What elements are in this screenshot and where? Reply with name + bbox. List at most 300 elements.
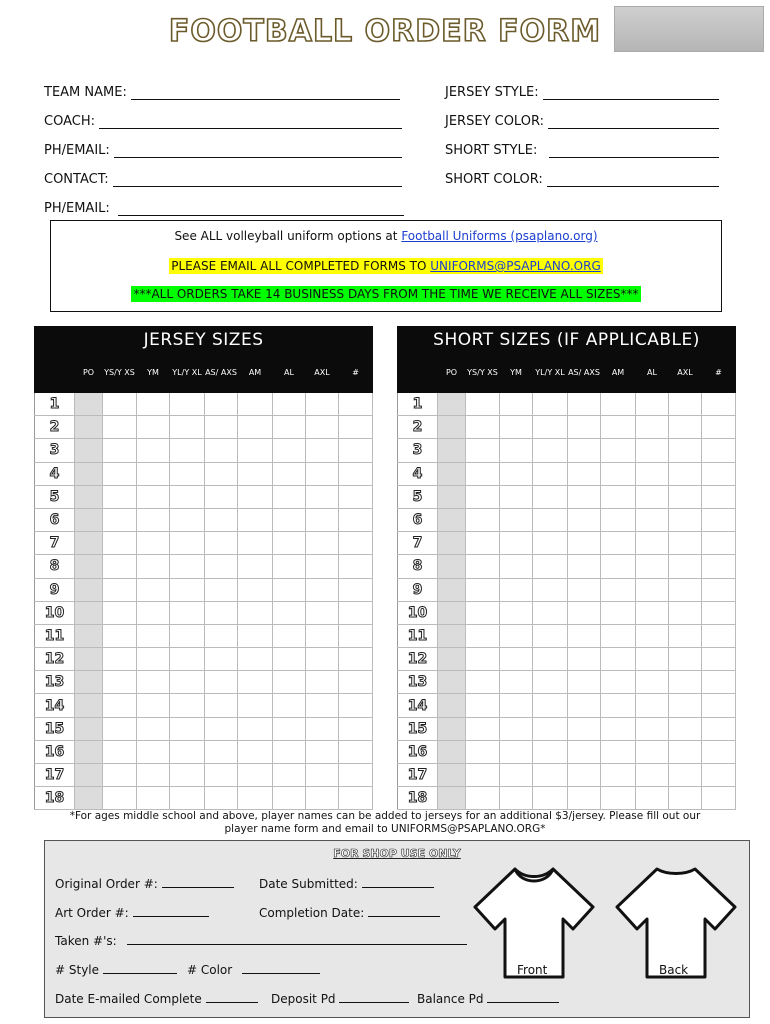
size-cell[interactable] xyxy=(500,508,533,531)
size-cell[interactable] xyxy=(669,601,702,624)
size-cell[interactable] xyxy=(601,462,636,485)
size-cell[interactable] xyxy=(205,764,238,787)
size-cell[interactable] xyxy=(170,787,205,810)
size-cell[interactable] xyxy=(306,740,339,763)
size-cell[interactable] xyxy=(137,393,170,416)
size-cell[interactable] xyxy=(601,648,636,671)
size-cell[interactable] xyxy=(438,508,466,531)
size-cell[interactable] xyxy=(103,578,137,601)
size-cell[interactable] xyxy=(273,555,306,578)
size-cell[interactable] xyxy=(466,648,500,671)
color-count-field[interactable] xyxy=(187,963,320,977)
email-link[interactable]: UNIFORMS@PSAPLANO.ORG xyxy=(430,259,601,273)
size-cell[interactable] xyxy=(170,740,205,763)
size-cell[interactable] xyxy=(339,648,373,671)
size-cell[interactable] xyxy=(273,578,306,601)
completion-date-field[interactable] xyxy=(259,906,440,920)
size-cell[interactable] xyxy=(636,555,669,578)
size-cell[interactable] xyxy=(636,508,669,531)
size-cell[interactable] xyxy=(702,532,736,555)
size-cell[interactable] xyxy=(238,764,273,787)
size-cell[interactable] xyxy=(238,439,273,462)
size-cell[interactable] xyxy=(636,416,669,439)
size-cell[interactable] xyxy=(438,485,466,508)
size-cell[interactable] xyxy=(568,508,601,531)
size-cell[interactable] xyxy=(306,462,339,485)
size-cell[interactable] xyxy=(205,717,238,740)
size-cell[interactable] xyxy=(669,508,702,531)
size-cell[interactable] xyxy=(568,740,601,763)
size-cell[interactable] xyxy=(636,694,669,717)
size-cell[interactable] xyxy=(669,624,702,647)
size-cell[interactable] xyxy=(438,578,466,601)
size-cell[interactable] xyxy=(438,671,466,694)
size-cell[interactable] xyxy=(702,764,736,787)
size-cell[interactable] xyxy=(636,787,669,810)
size-cell[interactable] xyxy=(170,694,205,717)
size-cell[interactable] xyxy=(170,508,205,531)
size-cell[interactable] xyxy=(636,764,669,787)
size-cell[interactable] xyxy=(306,601,339,624)
size-cell[interactable] xyxy=(339,740,373,763)
size-cell[interactable] xyxy=(601,532,636,555)
size-cell[interactable] xyxy=(533,508,568,531)
size-cell[interactable] xyxy=(533,439,568,462)
art-order-field[interactable] xyxy=(55,906,209,920)
size-cell[interactable] xyxy=(438,416,466,439)
size-cell[interactable] xyxy=(500,717,533,740)
size-cell[interactable] xyxy=(273,416,306,439)
original-order-field[interactable] xyxy=(55,877,234,891)
size-cell[interactable] xyxy=(137,764,170,787)
size-cell[interactable] xyxy=(137,439,170,462)
size-cell[interactable] xyxy=(339,508,373,531)
size-cell[interactable] xyxy=(500,485,533,508)
size-cell[interactable] xyxy=(103,694,137,717)
size-cell[interactable] xyxy=(636,578,669,601)
size-cell[interactable] xyxy=(137,578,170,601)
size-cell[interactable] xyxy=(438,694,466,717)
size-cell[interactable] xyxy=(500,740,533,763)
size-cell[interactable] xyxy=(75,787,103,810)
size-cell[interactable] xyxy=(273,717,306,740)
size-cell[interactable] xyxy=(205,787,238,810)
size-cell[interactable] xyxy=(466,764,500,787)
size-cell[interactable] xyxy=(273,439,306,462)
size-cell[interactable] xyxy=(438,648,466,671)
size-cell[interactable] xyxy=(568,764,601,787)
size-cell[interactable] xyxy=(103,601,137,624)
size-cell[interactable] xyxy=(170,671,205,694)
size-cell[interactable] xyxy=(306,717,339,740)
size-cell[interactable] xyxy=(438,393,466,416)
size-cell[interactable] xyxy=(636,648,669,671)
size-cell[interactable] xyxy=(273,671,306,694)
size-cell[interactable] xyxy=(205,532,238,555)
size-cell[interactable] xyxy=(339,671,373,694)
size-cell[interactable] xyxy=(702,485,736,508)
size-cell[interactable] xyxy=(466,787,500,810)
size-cell[interactable] xyxy=(238,555,273,578)
size-cell[interactable] xyxy=(339,555,373,578)
size-cell[interactable] xyxy=(273,393,306,416)
uniforms-link[interactable]: Football Uniforms (psaplano.org) xyxy=(401,229,598,243)
size-cell[interactable] xyxy=(205,740,238,763)
size-cell[interactable] xyxy=(636,485,669,508)
size-cell[interactable] xyxy=(533,416,568,439)
size-cell[interactable] xyxy=(500,601,533,624)
size-cell[interactable] xyxy=(205,624,238,647)
size-cell[interactable] xyxy=(339,416,373,439)
size-cell[interactable] xyxy=(75,508,103,531)
size-cell[interactable] xyxy=(170,578,205,601)
size-cell[interactable] xyxy=(103,439,137,462)
size-cell[interactable] xyxy=(137,624,170,647)
size-cell[interactable] xyxy=(238,508,273,531)
size-cell[interactable] xyxy=(205,601,238,624)
size-cell[interactable] xyxy=(466,717,500,740)
size-cell[interactable] xyxy=(339,532,373,555)
size-cell[interactable] xyxy=(75,694,103,717)
size-cell[interactable] xyxy=(137,694,170,717)
size-cell[interactable] xyxy=(170,764,205,787)
size-cell[interactable] xyxy=(103,508,137,531)
size-cell[interactable] xyxy=(306,508,339,531)
size-cell[interactable] xyxy=(103,671,137,694)
size-cell[interactable] xyxy=(568,439,601,462)
size-cell[interactable] xyxy=(339,694,373,717)
size-cell[interactable] xyxy=(568,717,601,740)
size-cell[interactable] xyxy=(702,717,736,740)
size-cell[interactable] xyxy=(75,555,103,578)
size-cell[interactable] xyxy=(533,485,568,508)
size-cell[interactable] xyxy=(339,717,373,740)
size-cell[interactable] xyxy=(466,740,500,763)
size-cell[interactable] xyxy=(103,485,137,508)
coach-field[interactable] xyxy=(44,109,402,129)
size-cell[interactable] xyxy=(568,694,601,717)
size-cell[interactable] xyxy=(533,740,568,763)
size-cell[interactable] xyxy=(533,601,568,624)
size-cell[interactable] xyxy=(669,485,702,508)
size-cell[interactable] xyxy=(568,485,601,508)
size-cell[interactable] xyxy=(339,764,373,787)
size-cell[interactable] xyxy=(238,717,273,740)
size-cell[interactable] xyxy=(669,578,702,601)
size-cell[interactable] xyxy=(205,439,238,462)
size-cell[interactable] xyxy=(306,694,339,717)
size-cell[interactable] xyxy=(500,671,533,694)
size-cell[interactable] xyxy=(601,578,636,601)
contact-field[interactable] xyxy=(44,167,402,187)
size-cell[interactable] xyxy=(438,601,466,624)
size-cell[interactable] xyxy=(103,740,137,763)
size-cell[interactable] xyxy=(702,416,736,439)
size-cell[interactable] xyxy=(669,740,702,763)
size-cell[interactable] xyxy=(273,764,306,787)
size-cell[interactable] xyxy=(170,555,205,578)
size-cell[interactable] xyxy=(601,764,636,787)
size-cell[interactable] xyxy=(568,393,601,416)
size-cell[interactable] xyxy=(636,393,669,416)
size-cell[interactable] xyxy=(466,416,500,439)
size-cell[interactable] xyxy=(669,393,702,416)
size-cell[interactable] xyxy=(170,648,205,671)
size-cell[interactable] xyxy=(466,601,500,624)
size-cell[interactable] xyxy=(75,416,103,439)
size-cell[interactable] xyxy=(702,740,736,763)
size-cell[interactable] xyxy=(500,439,533,462)
size-cell[interactable] xyxy=(669,555,702,578)
size-cell[interactable] xyxy=(500,694,533,717)
size-cell[interactable] xyxy=(170,532,205,555)
size-cell[interactable] xyxy=(205,578,238,601)
size-cell[interactable] xyxy=(306,671,339,694)
size-cell[interactable] xyxy=(438,439,466,462)
size-cell[interactable] xyxy=(273,601,306,624)
size-cell[interactable] xyxy=(438,555,466,578)
size-cell[interactable] xyxy=(669,416,702,439)
size-cell[interactable] xyxy=(75,740,103,763)
size-cell[interactable] xyxy=(500,764,533,787)
size-cell[interactable] xyxy=(137,740,170,763)
size-cell[interactable] xyxy=(170,416,205,439)
size-cell[interactable] xyxy=(238,601,273,624)
size-cell[interactable] xyxy=(636,717,669,740)
size-cell[interactable] xyxy=(669,787,702,810)
size-cell[interactable] xyxy=(438,740,466,763)
size-cell[interactable] xyxy=(273,485,306,508)
size-cell[interactable] xyxy=(306,787,339,810)
size-cell[interactable] xyxy=(702,671,736,694)
balance-field[interactable] xyxy=(417,992,559,1006)
size-cell[interactable] xyxy=(339,787,373,810)
style-count-field[interactable] xyxy=(55,963,177,977)
size-cell[interactable] xyxy=(238,462,273,485)
size-cell[interactable] xyxy=(170,393,205,416)
size-cell[interactable] xyxy=(466,462,500,485)
size-cell[interactable] xyxy=(238,740,273,763)
size-cell[interactable] xyxy=(273,508,306,531)
size-cell[interactable] xyxy=(339,393,373,416)
size-cell[interactable] xyxy=(500,416,533,439)
size-cell[interactable] xyxy=(306,624,339,647)
size-cell[interactable] xyxy=(273,740,306,763)
size-cell[interactable] xyxy=(466,508,500,531)
size-cell[interactable] xyxy=(75,485,103,508)
size-cell[interactable] xyxy=(466,393,500,416)
size-cell[interactable] xyxy=(339,485,373,508)
size-cell[interactable] xyxy=(306,764,339,787)
size-cell[interactable] xyxy=(238,578,273,601)
size-cell[interactable] xyxy=(601,787,636,810)
size-cell[interactable] xyxy=(702,694,736,717)
size-cell[interactable] xyxy=(568,462,601,485)
size-cell[interactable] xyxy=(669,439,702,462)
contact-email-field[interactable] xyxy=(44,196,404,216)
size-cell[interactable] xyxy=(601,393,636,416)
size-cell[interactable] xyxy=(601,717,636,740)
size-cell[interactable] xyxy=(103,555,137,578)
size-cell[interactable] xyxy=(500,787,533,810)
size-cell[interactable] xyxy=(568,601,601,624)
size-cell[interactable] xyxy=(636,532,669,555)
size-cell[interactable] xyxy=(601,555,636,578)
size-cell[interactable] xyxy=(533,648,568,671)
size-cell[interactable] xyxy=(438,787,466,810)
size-cell[interactable] xyxy=(601,439,636,462)
size-cell[interactable] xyxy=(669,694,702,717)
taken-numbers-field[interactable] xyxy=(55,934,467,948)
size-cell[interactable] xyxy=(137,416,170,439)
coach-email-field[interactable] xyxy=(44,138,402,158)
size-cell[interactable] xyxy=(500,578,533,601)
size-cell[interactable] xyxy=(568,555,601,578)
size-cell[interactable] xyxy=(205,462,238,485)
size-cell[interactable] xyxy=(636,439,669,462)
size-cell[interactable] xyxy=(170,462,205,485)
size-cell[interactable] xyxy=(75,393,103,416)
size-cell[interactable] xyxy=(137,462,170,485)
size-cell[interactable] xyxy=(601,416,636,439)
size-cell[interactable] xyxy=(568,578,601,601)
size-cell[interactable] xyxy=(601,694,636,717)
size-cell[interactable] xyxy=(238,485,273,508)
size-cell[interactable] xyxy=(205,393,238,416)
size-cell[interactable] xyxy=(702,439,736,462)
size-cell[interactable] xyxy=(702,393,736,416)
size-cell[interactable] xyxy=(339,578,373,601)
size-cell[interactable] xyxy=(500,648,533,671)
size-cell[interactable] xyxy=(103,717,137,740)
size-cell[interactable] xyxy=(466,439,500,462)
size-cell[interactable] xyxy=(75,439,103,462)
size-cell[interactable] xyxy=(306,532,339,555)
size-cell[interactable] xyxy=(568,671,601,694)
size-cell[interactable] xyxy=(75,764,103,787)
size-cell[interactable] xyxy=(702,624,736,647)
size-cell[interactable] xyxy=(702,555,736,578)
team-name-field[interactable] xyxy=(44,80,400,100)
size-cell[interactable] xyxy=(103,648,137,671)
size-cell[interactable] xyxy=(75,671,103,694)
size-cell[interactable] xyxy=(466,671,500,694)
size-cell[interactable] xyxy=(238,694,273,717)
size-cell[interactable] xyxy=(238,416,273,439)
size-cell[interactable] xyxy=(306,485,339,508)
size-cell[interactable] xyxy=(339,601,373,624)
size-cell[interactable] xyxy=(568,624,601,647)
size-cell[interactable] xyxy=(205,555,238,578)
size-cell[interactable] xyxy=(137,555,170,578)
size-cell[interactable] xyxy=(568,648,601,671)
size-cell[interactable] xyxy=(75,717,103,740)
size-cell[interactable] xyxy=(205,416,238,439)
size-cell[interactable] xyxy=(238,624,273,647)
size-cell[interactable] xyxy=(466,694,500,717)
size-cell[interactable] xyxy=(438,532,466,555)
size-cell[interactable] xyxy=(601,671,636,694)
size-cell[interactable] xyxy=(438,462,466,485)
size-cell[interactable] xyxy=(137,671,170,694)
size-cell[interactable] xyxy=(702,601,736,624)
size-cell[interactable] xyxy=(170,601,205,624)
size-cell[interactable] xyxy=(466,532,500,555)
size-cell[interactable] xyxy=(669,462,702,485)
size-cell[interactable] xyxy=(137,601,170,624)
size-cell[interactable] xyxy=(137,787,170,810)
size-cell[interactable] xyxy=(170,439,205,462)
size-cell[interactable] xyxy=(636,671,669,694)
size-cell[interactable] xyxy=(306,416,339,439)
size-cell[interactable] xyxy=(636,601,669,624)
size-cell[interactable] xyxy=(601,740,636,763)
size-cell[interactable] xyxy=(306,648,339,671)
size-cell[interactable] xyxy=(306,439,339,462)
jersey-style-field[interactable] xyxy=(445,80,719,100)
size-cell[interactable] xyxy=(669,764,702,787)
size-cell[interactable] xyxy=(339,624,373,647)
size-cell[interactable] xyxy=(601,624,636,647)
size-cell[interactable] xyxy=(601,601,636,624)
size-cell[interactable] xyxy=(533,787,568,810)
size-cell[interactable] xyxy=(170,485,205,508)
size-cell[interactable] xyxy=(500,532,533,555)
size-cell[interactable] xyxy=(137,508,170,531)
size-cell[interactable] xyxy=(702,462,736,485)
size-cell[interactable] xyxy=(466,624,500,647)
size-cell[interactable] xyxy=(238,648,273,671)
size-cell[interactable] xyxy=(466,578,500,601)
size-cell[interactable] xyxy=(205,671,238,694)
size-cell[interactable] xyxy=(137,485,170,508)
size-cell[interactable] xyxy=(75,624,103,647)
size-cell[interactable] xyxy=(601,508,636,531)
size-cell[interactable] xyxy=(636,462,669,485)
size-cell[interactable] xyxy=(669,717,702,740)
size-cell[interactable] xyxy=(103,416,137,439)
size-cell[interactable] xyxy=(533,764,568,787)
size-cell[interactable] xyxy=(273,648,306,671)
short-style-field[interactable] xyxy=(445,138,719,158)
size-cell[interactable] xyxy=(103,764,137,787)
size-cell[interactable] xyxy=(339,462,373,485)
size-cell[interactable] xyxy=(568,787,601,810)
size-cell[interactable] xyxy=(533,462,568,485)
size-cell[interactable] xyxy=(702,787,736,810)
size-cell[interactable] xyxy=(103,462,137,485)
size-cell[interactable] xyxy=(702,508,736,531)
size-cell[interactable] xyxy=(533,578,568,601)
size-cell[interactable] xyxy=(669,532,702,555)
size-cell[interactable] xyxy=(702,578,736,601)
size-cell[interactable] xyxy=(170,624,205,647)
date-submitted-field[interactable] xyxy=(259,877,434,891)
size-cell[interactable] xyxy=(533,624,568,647)
size-cell[interactable] xyxy=(466,485,500,508)
size-cell[interactable] xyxy=(438,717,466,740)
size-cell[interactable] xyxy=(273,462,306,485)
size-cell[interactable] xyxy=(137,717,170,740)
size-cell[interactable] xyxy=(533,393,568,416)
size-cell[interactable] xyxy=(500,393,533,416)
size-cell[interactable] xyxy=(75,462,103,485)
size-cell[interactable] xyxy=(533,717,568,740)
size-cell[interactable] xyxy=(273,694,306,717)
size-cell[interactable] xyxy=(103,393,137,416)
size-cell[interactable] xyxy=(500,462,533,485)
size-cell[interactable] xyxy=(636,740,669,763)
